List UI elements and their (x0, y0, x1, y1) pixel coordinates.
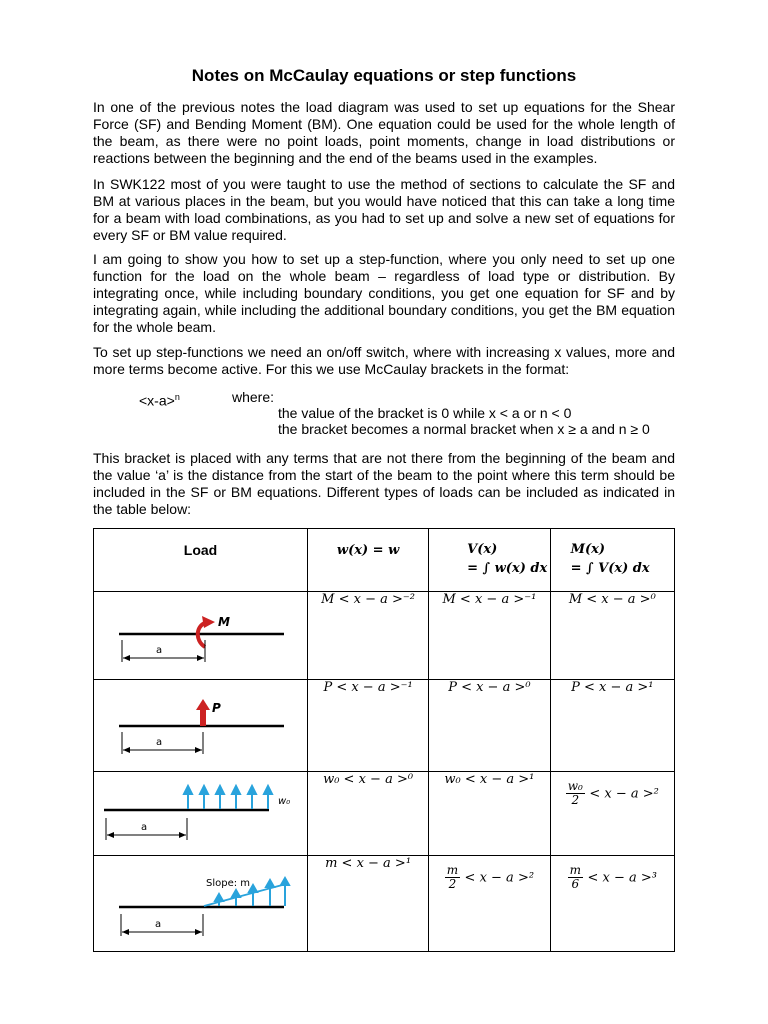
point-load-diagram (94, 680, 307, 766)
slope-label: Slope: m (206, 878, 251, 889)
page-title: Notes on McCaulay equations or step functions (191, 66, 577, 85)
point-load-dim-label: a (156, 737, 163, 748)
bracket-format (139, 389, 180, 410)
point-load-v-eq-cell: P < x − a >⁰ (429, 680, 551, 772)
linear-w-eq-cell: m < x − a >¹ (308, 856, 429, 952)
udl-arrows-icon (184, 786, 272, 809)
moment-label: M (218, 615, 230, 629)
udl-m-eq-cell: $\frac{\text{w₀}}{2}$ < x − a >² (550, 772, 674, 856)
moment-dim-label: a (156, 645, 163, 656)
point-load-diagram-cell (94, 680, 308, 772)
point-load-label: P (212, 701, 221, 715)
linear-m-eq-cell: $\frac{m}{6}$ < x − a >³ (550, 856, 674, 952)
header-load: Load (94, 529, 308, 592)
linear-load-dim-label: a (155, 919, 162, 930)
point-load-w-eq-cell: P < x − a >⁻¹ (308, 680, 429, 772)
udl-w-eq-cell: w₀ < x − a >⁰ (308, 772, 429, 856)
udl-diagram (94, 772, 307, 850)
udl-m-fraction: $\frac{\text{w₀}}{2}$ (567, 779, 583, 807)
bracket-rule-2: the bracket becomes a normal bracket when x ≥ a and n ≥ 0 (278, 421, 650, 437)
linear-load-diagram (94, 856, 307, 946)
table-row-point-load (94, 680, 675, 772)
table-row-udl (94, 772, 675, 856)
table-header-row (94, 529, 675, 592)
paragraph-bracket-usage: This bracket is placed with any terms that are not there from the beginning of the beam and the value ‘a’ is the distance from the start of the beam to the point where this term should be included in the SF or BM equations. Different types of loads can be included as indicated in the table below: (93, 450, 675, 517)
udl-diagram-cell (94, 772, 308, 856)
linear-m-fraction: $\frac{m}{6}$ (569, 863, 582, 891)
moment-m-eq-cell: M < x − a >⁰ (550, 592, 674, 680)
paragraph-intro: In one of the previous notes the load diagram was used to set up equations for the Shear Force (SF) and Bending Moment (BM). One equation could be used for the whole length of the beam, as there were no point loads, point moments, change in load distributions or reactions between the beginning and the end of the beams used in the examples. (93, 99, 675, 166)
where-label: where: (232, 389, 275, 405)
bracket-exponent: n (174, 392, 180, 402)
moment-diagram-cell (94, 592, 308, 680)
paragraph-swk122: In SWK122 most of you were taught to use the method of sections to calculate the SF and BM at various places in the beam, but you would have noticed that this can take a long time for a beam with load combinations, as you had to set up and solve a new set of equations for every SF or BM value required. (93, 176, 675, 243)
linear-load-diagram-cell (94, 856, 308, 952)
bracket-rule-1: the value of the bracket is 0 while x < a or n < 0 (278, 405, 572, 421)
bracket-format-text: <x-a> (139, 392, 175, 409)
moment-v-eq-cell: M < x − a >⁻¹ (429, 592, 551, 680)
header-v: V(x) = ∫ w(x) dx (429, 529, 551, 592)
table-row-linear-load (94, 856, 675, 952)
udl-label: w₀ (278, 796, 291, 807)
linear-v-fraction: $\frac{m}{2}$ (446, 863, 459, 891)
udl-dim-label: a (141, 822, 148, 833)
moment-diagram (94, 592, 307, 674)
header-w: w(x) = w (308, 529, 429, 592)
linear-v-eq-cell: $\frac{m}{2}$ < x − a >² (429, 856, 551, 952)
moment-w-eq-cell: M < x − a >⁻² (308, 592, 429, 680)
udl-v-eq-cell: w₀ < x − a >¹ (429, 772, 551, 856)
table-row-moment (94, 592, 675, 680)
paragraph-step-function: I am going to show you how to set up a step-function, where you only need to set up one function for the load on the whole beam – regardless of load type or distribution. By integrating once, while including boundary conditions, you get one equation for SF and by integrating again, while including the additional boundary conditions, you get the BM equation for the whole beam. (93, 251, 675, 335)
paragraph-switch: To set up step-functions we need an on/off switch, where with increasing x values, more and more terms become active. For this we use McCaulay brackets in the format: (93, 344, 675, 377)
header-m: M(x) = ∫ V(x) dx (550, 529, 674, 592)
point-load-arrow-icon (200, 708, 206, 726)
point-load-m-eq-cell: P < x − a >¹ (550, 680, 674, 772)
load-table (93, 528, 675, 952)
